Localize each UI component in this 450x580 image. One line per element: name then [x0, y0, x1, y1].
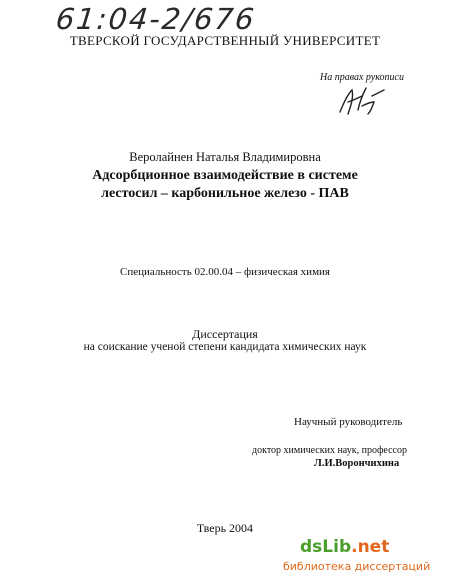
supervisor-label: Научный руководитель — [294, 416, 403, 428]
watermark-logo — [300, 537, 389, 557]
degree-description: на соискание ученой степени кандидата химических наук — [83, 341, 367, 353]
supervisor-credentials: доктор химических наук, профессор — [252, 445, 407, 456]
dissertation-title — [0, 167, 450, 203]
catalog-number-stamp: 61:04-2/676 — [54, 2, 258, 36]
supervisor-name: Л.И.Ворончихина — [314, 458, 400, 469]
title-line-2: лестосил – карбонильное железо - ПАВ — [101, 186, 349, 201]
watermark-logo-part-2: .net — [351, 537, 390, 557]
watermark-caption: библиотека диссертаций — [283, 560, 431, 573]
document-type: Диссертация — [192, 327, 258, 341]
watermark-logo-part-1: dsLib — [300, 537, 352, 557]
author-name: Веролайнен Наталья Владимировна — [129, 150, 321, 164]
title-line-1: Адсорбционное взаимодействие в системе — [92, 168, 358, 183]
city-year: Тверь 2004 — [196, 521, 254, 535]
specialty: Специальность 02.00.04 – физическая химия — [120, 266, 330, 278]
signature-image — [336, 84, 388, 118]
university-name: ТВЕРСКОЙ ГОСУДАРСТВЕННЫЙ УНИВЕРСИТЕТ — [69, 33, 381, 48]
rights-label: На правах рукописи — [320, 72, 404, 83]
